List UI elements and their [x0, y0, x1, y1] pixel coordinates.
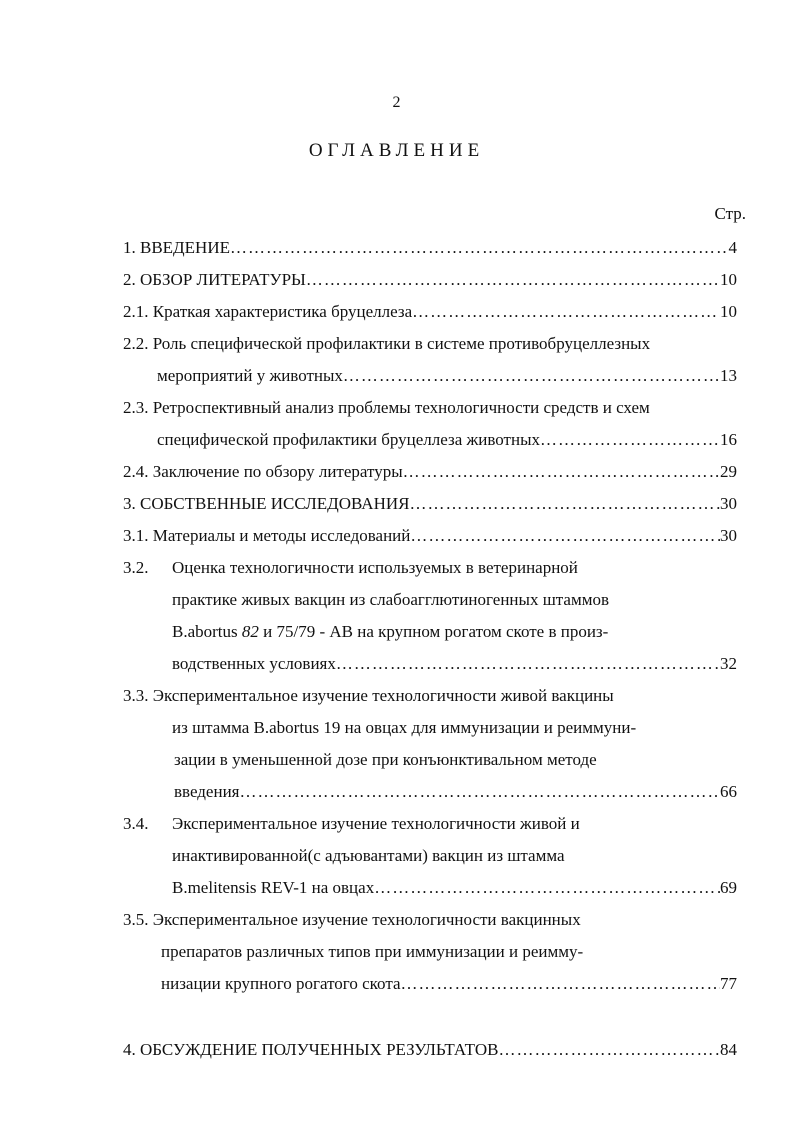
toc-entry-3-3-line-1: 3.3. Экспериментальное изучение технологичности живой вакцины	[123, 686, 614, 705]
toc-entry-text: 3. СОБСТВЕННЫЕ ИССЛЕДОВАНИЯ	[123, 494, 410, 513]
toc-entry-text: введения	[174, 782, 240, 801]
toc-entry-text: B.melitensis REV-1 на овцах	[172, 878, 375, 897]
toc-leader-dots	[374, 878, 720, 898]
toc-entry-text: 1. ВВЕДЕНИЕ	[123, 238, 230, 257]
toc-leader-dots	[336, 654, 720, 674]
toc-entry-3-5-line-1: 3.5. Экспериментальное изучение технологичности вакцинных	[123, 910, 581, 929]
toc-leader-dots	[240, 782, 721, 802]
toc-entry-3-2-line-3	[172, 622, 608, 642]
strain-number-italic: 82	[241, 622, 259, 641]
toc-entry-page: 30	[720, 494, 737, 513]
toc-entry-3-4-number: 3.4.	[123, 814, 149, 833]
toc-leader-dots	[306, 270, 720, 290]
toc-text-segment: B.abortus	[172, 622, 242, 641]
toc-entry-literature-review	[123, 270, 737, 290]
toc-entry-3-5-line-2: препаратов различных типов при иммунизации и реимму-	[161, 942, 584, 961]
toc-entry-3-3-line-2: из штамма B.abortus 19 на овцах для иммунизации и реиммуни-	[172, 718, 637, 737]
toc-entry-page: 10	[720, 270, 737, 289]
toc-entry-3-4	[172, 878, 737, 898]
toc-entry-page: 29	[720, 462, 737, 481]
toc-leader-dots	[410, 526, 720, 546]
toc-entry-3-2-number: 3.2.	[123, 558, 149, 577]
toc-entry-2-4	[123, 462, 737, 482]
toc-entry-text: мероприятий у животных	[157, 366, 343, 385]
toc-entry-2-2	[157, 366, 737, 386]
toc-entry-text: 3.1. Материалы и методы исследований	[123, 526, 411, 545]
toc-entry-3-3	[174, 782, 737, 802]
toc-entry-text: 4. ОБСУЖДЕНИЕ ПОЛУЧЕННЫХ РЕЗУЛЬТАТОВ	[123, 1040, 499, 1059]
toc-entry-text: низации крупного рогатого скота	[161, 974, 401, 993]
toc-entry-discussion	[123, 1040, 737, 1060]
toc-entry-3-4-line-1: Экспериментальное изучение технологичности живой и	[172, 814, 580, 833]
toc-leader-dots	[498, 1040, 720, 1060]
toc-entry-page: 66	[720, 782, 737, 801]
toc-entry-text: 2. ОБЗОР ЛИТЕРАТУРЫ	[123, 270, 306, 289]
toc-entry-page: 84	[720, 1040, 737, 1059]
toc-entry-text: специфической профилактики бруцеллеза животных	[157, 430, 540, 449]
toc-leader-dots	[403, 462, 720, 482]
toc-entry-3-2	[172, 654, 737, 674]
toc-entry-page: 69	[720, 878, 737, 897]
toc-entry-text: водственных условиях	[172, 654, 336, 673]
toc-entry-text: 2.1. Краткая характеристика бруцеллеза	[123, 302, 413, 321]
toc-entry-own-research	[123, 494, 737, 514]
toc-leader-dots	[540, 430, 720, 450]
toc-entry-page: 30	[720, 526, 737, 545]
toc-leader-dots	[401, 974, 720, 994]
toc-entry-3-4-line-2: инактивированной(с адъювантами) вакцин из штамма	[172, 846, 565, 865]
toc-entry-3-5	[161, 974, 737, 994]
toc-entry-2-3	[157, 430, 737, 450]
toc-text-segment: и 75/79 - АВ на крупном рогатом скоте в произ-	[258, 622, 609, 641]
toc-entry-page: 32	[720, 654, 737, 673]
toc-leader-dots	[230, 238, 729, 258]
toc-entry-3-3-line-3: зации в уменьшенной дозе при конъюнктивальном методе	[174, 750, 597, 769]
toc-entry-page: 13	[720, 366, 737, 385]
toc-entry-2-1	[123, 302, 737, 322]
toc-entry-page: 10	[720, 302, 737, 321]
toc-entry-page: 77	[720, 974, 737, 993]
toc-entry-introduction	[123, 238, 737, 258]
toc-entry-page: 4	[728, 238, 737, 257]
toc-entry-3-2-line-1: Оценка технологичности используемых в ветеринарной	[172, 558, 578, 577]
page-title: ОГЛАВЛЕНИЕ	[308, 140, 485, 161]
toc-entry-2-3-line-1: 2.3. Ретроспективный анализ проблемы технологичности средств и схем	[123, 398, 650, 417]
toc-leader-dots	[343, 366, 720, 386]
page-number: 2	[392, 94, 401, 111]
toc-entry-3-2-line-2: практике живых вакцин из слабоагглютиногенных штаммов	[172, 590, 610, 609]
toc-leader-dots	[412, 302, 720, 322]
toc-leader-dots	[409, 494, 720, 514]
toc-entry-2-2-line-1: 2.2. Роль специфической профилактики в системе противобруцеллезных	[123, 334, 651, 353]
page-column-header: Стр.	[714, 204, 746, 223]
toc-entry-page: 16	[720, 430, 737, 449]
toc-entry-text: 2.4. Заключение по обзору литературы	[123, 462, 403, 481]
toc-entry-3-1	[123, 526, 737, 546]
